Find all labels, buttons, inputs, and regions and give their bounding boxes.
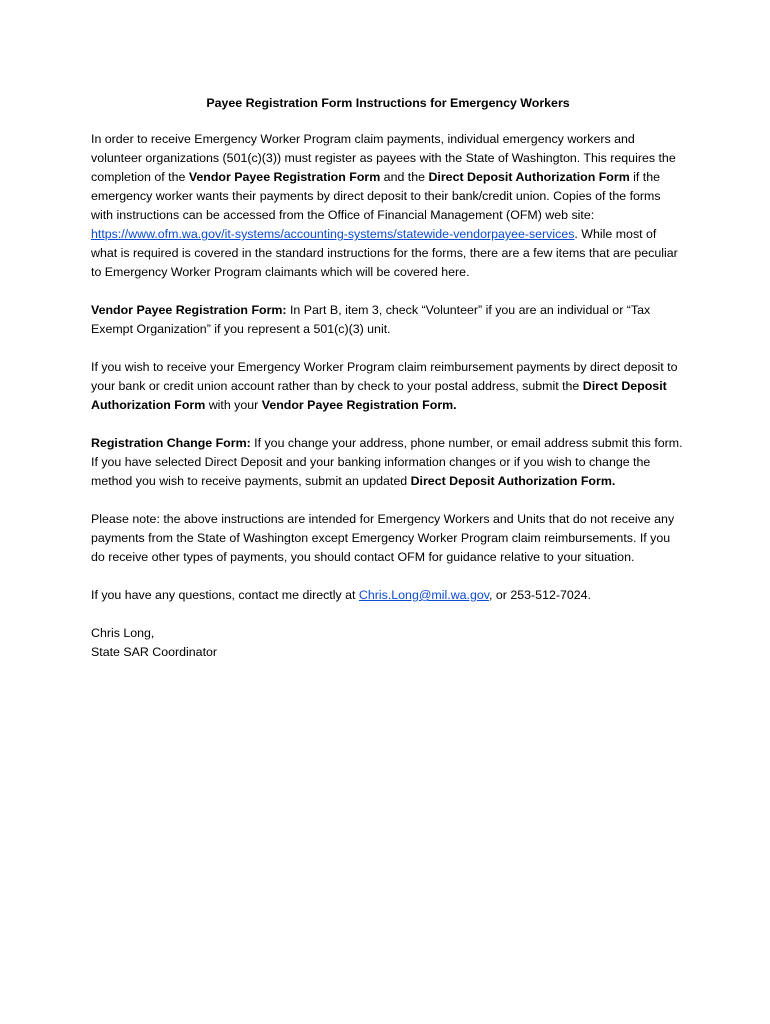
intro-text-3: if the emergency worker wants their payments by direct deposit to their bank/credit union. Copies of the forms with instructions can be accessed from the Office of Financial Management (OFM) web site: [91, 170, 661, 222]
vendor-label: Vendor Payee Registration Form: [91, 303, 287, 317]
dd-form-name: Direct Deposit Authorization Form [91, 379, 667, 412]
contact-text-1: If you have any questions, contact me directly at [91, 588, 359, 602]
intro-text-1: In order to receive Emergency Worker Program claim payments, individual emergency workers and volunteer organizations (501(c)(3)) must register as payees with the State of Washington. This requires the completion of the [91, 132, 676, 184]
intro-paragraph [91, 130, 683, 282]
dd-text-1: If you wish to receive your Emergency Worker Program claim reimbursement payments by direct deposit to your bank or credit union account rather than by check to your postal address, submit the [91, 360, 678, 393]
direct-deposit-form-name: Direct Deposit Authorization Form [428, 170, 630, 184]
ofm-link[interactable]: https://www.ofm.wa.gov/it-systems/accounting-systems/statewide-vendorpayee-services [91, 227, 575, 241]
change-text: If you change your address, phone number, or email address submit this form. If you have selected Direct Deposit and your banking information changes or if you wish to change the method you wish to receive payments, submit an updated [91, 436, 683, 488]
note-paragraph: Please note: the above instructions are intended for Emergency Workers and Units that do not receive any payments from the State of Washington except Emergency Worker Program claim reimbursements. If you do receive other types of payments, you should contact OFM for guidance relative to your situation. [91, 512, 675, 564]
change-label: Registration Change Form: [91, 436, 251, 450]
vendor-form-name: Vendor Payee Registration Form [188, 170, 381, 184]
direct-deposit-paragraph [91, 358, 683, 415]
document-title: Payee Registration Form Instructions for Emergency Workers [206, 96, 570, 110]
contact-text-2: , or 253-512-7024. [489, 588, 591, 602]
intro-text-4: . While most of what is required is covered in the standard instructions for the forms, there are a few items that are peculiar to Emergency Worker Program claimants which will be covered here. [91, 227, 678, 279]
vendor-text: In Part B, item 3, check “Volunteer” if you are an individual or “Tax Exempt Organization” if you represent a 501(c)(3) unit. [91, 303, 651, 336]
vendor-paragraph [91, 301, 683, 339]
signature-name: Chris Long, [91, 626, 155, 640]
change-paragraph [91, 434, 683, 491]
change-form-name: Direct Deposit Authorization Form. [410, 474, 616, 488]
signature-role: State SAR Coordinator [91, 645, 218, 659]
email-link[interactable]: Chris.Long@mil.wa.gov [358, 588, 490, 602]
contact-paragraph [91, 586, 683, 605]
dd-text-2: with your [205, 398, 262, 412]
intro-text-2: and the [380, 170, 429, 184]
document-body [91, 94, 683, 662]
dd-vendor-form-name: Vendor Payee Registration Form. [261, 398, 457, 412]
